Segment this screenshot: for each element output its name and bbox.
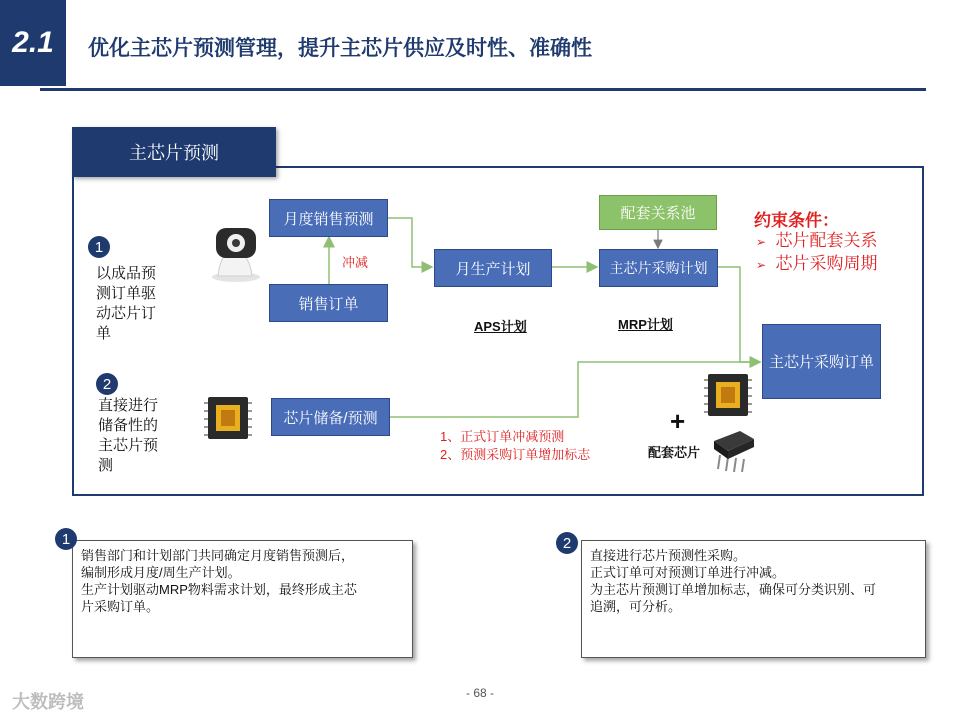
matching-chip-label: 配套芯片 [648,445,701,460]
bullet-arrow-icon: ➢ [756,258,767,272]
path1-description: 以成品预 测订单驱 动芯片订 单 [96,265,157,342]
diagram-tab-title: 主芯片预测 [72,127,276,177]
constraint-item: ➢ 芯片配套关系 [756,231,878,250]
watermark-logo: 大数跨境 [12,692,84,712]
bullet-arrow-icon: ➢ [756,235,767,249]
explanation-card-1: 销售部门和计划部门共同确定月度销售预测后， 编制形成月度/周生产计划。 生产计划驱动MRP物料需求计划，最终形成主芯 片采购订单。 [72,540,413,658]
constraints-title: 约束条件： [754,211,839,230]
plan-to-order-arrow [718,267,760,362]
path1-number: 1 [88,236,110,258]
monthly-plan-box: 月生产计划 [434,249,552,287]
mrp-label: MRP计划 [618,317,673,332]
constraints-list [756,230,878,276]
offset-label: 冲减 [342,255,369,270]
explanation-card-2: 直接进行芯片预测性采购。 正式订单可对预测订单进行冲减。 为主芯片预测订单增加标志，确保可分类识别、可 追溯，可分析。 [581,540,926,658]
page-number: - 68 - [465,686,494,700]
device-icon [204,222,268,284]
forecast-to-plan-arrow [388,218,432,267]
cpu-chip-icon [700,370,756,420]
page-title: 优化主芯片预测管理，提升主芯片供应及时性、准确性 [88,37,592,60]
pool-box: 配套关系池 [599,195,717,230]
card1-number: 1 [55,528,77,550]
plus-sign: + [670,406,686,436]
aps-label: APS计划 [474,319,527,334]
cpu-chip-icon [200,393,256,443]
monthly-forecast-box: 月度销售预测 [269,199,388,237]
path2-description: 直接进行 储备性的 主芯片预 测 [98,397,159,474]
chip-reserve-box: 芯片储备/预测 [271,398,390,436]
chip-purchase-order-box: 主芯片采购订单 [762,324,881,399]
sales-order-box: 销售订单 [269,284,388,322]
dip-chip-icon [706,425,758,473]
path2-number: 2 [96,373,118,395]
constraint-item: ➢ 芯片采购周期 [756,254,878,273]
notes-list: 1、正式订单冲减预测 2、预测采购订单增加标志 [440,429,591,462]
chip-purchase-plan-box: 主芯片采购计划 [599,249,718,287]
card2-number: 2 [556,532,578,554]
section-number: 2.1 [0,0,66,86]
